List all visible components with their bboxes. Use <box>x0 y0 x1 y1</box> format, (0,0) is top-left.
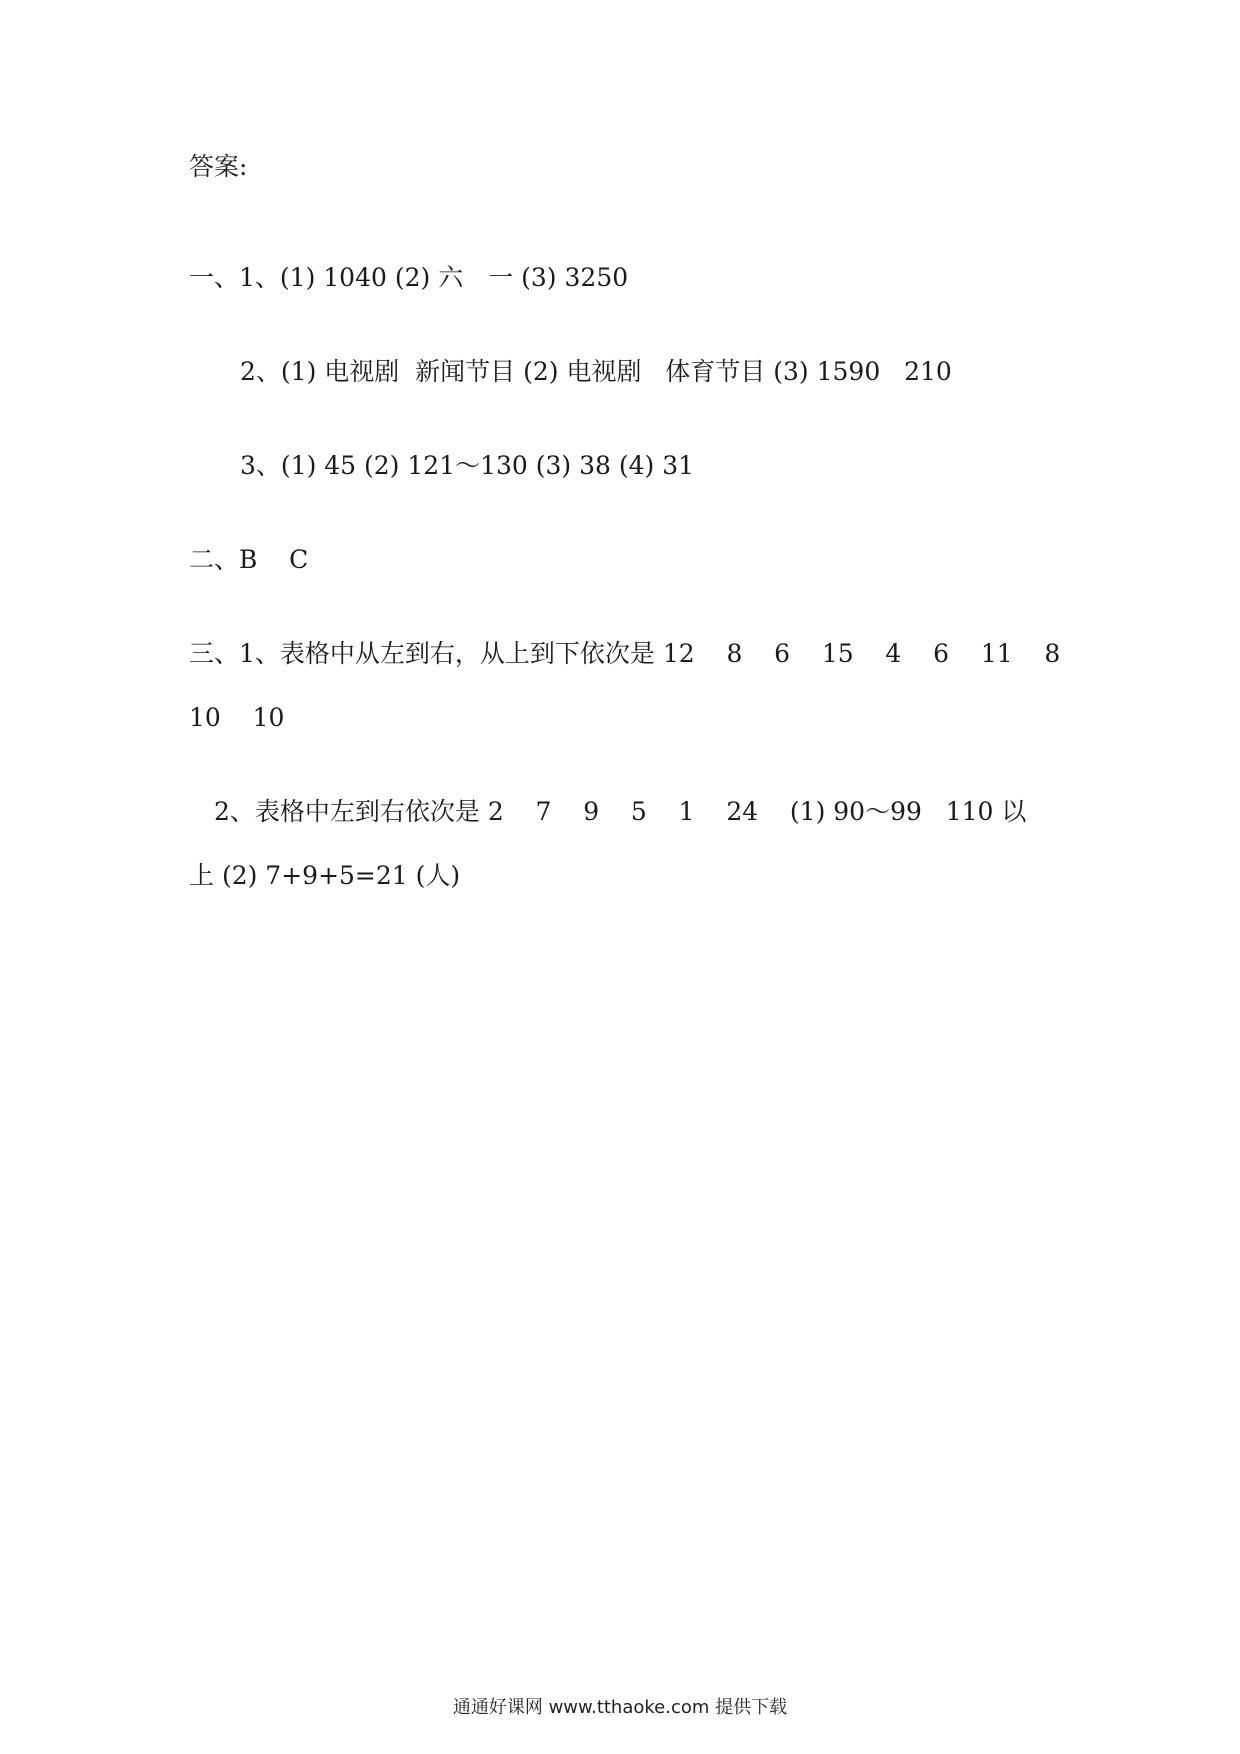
answer-line-8: 上 (2) 7+9+5=21 (人) <box>189 861 461 890</box>
footer-credit: 通通好课网 www.tthaoke.com 提供下载 <box>452 1697 788 1718</box>
answer-line-1: 一、1、(1) 1040 (2) 六 一 (3) 3250 <box>189 263 629 292</box>
answer-line-5: 三、1、表格中从左到右，从上到下依次是 12 8 6 15 4 6 11 8 <box>189 639 1061 668</box>
answer-line-3: 3、(1) 45 (2) 121～130 (3) 38 (4) 31 <box>240 451 695 480</box>
answer-line-4: 二、B C <box>189 545 309 574</box>
answer-heading: 答案: <box>189 152 248 181</box>
answer-line-6: 10 10 <box>189 703 285 732</box>
answer-line-2: 2、(1) 电视剧 新闻节目 (2) 电视剧 体育节目 (3) 1590 210 <box>240 357 952 386</box>
answer-line-7: 2、表格中左到右依次是 2 7 9 5 1 24 (1) 90～99 110 以 <box>214 797 1027 826</box>
